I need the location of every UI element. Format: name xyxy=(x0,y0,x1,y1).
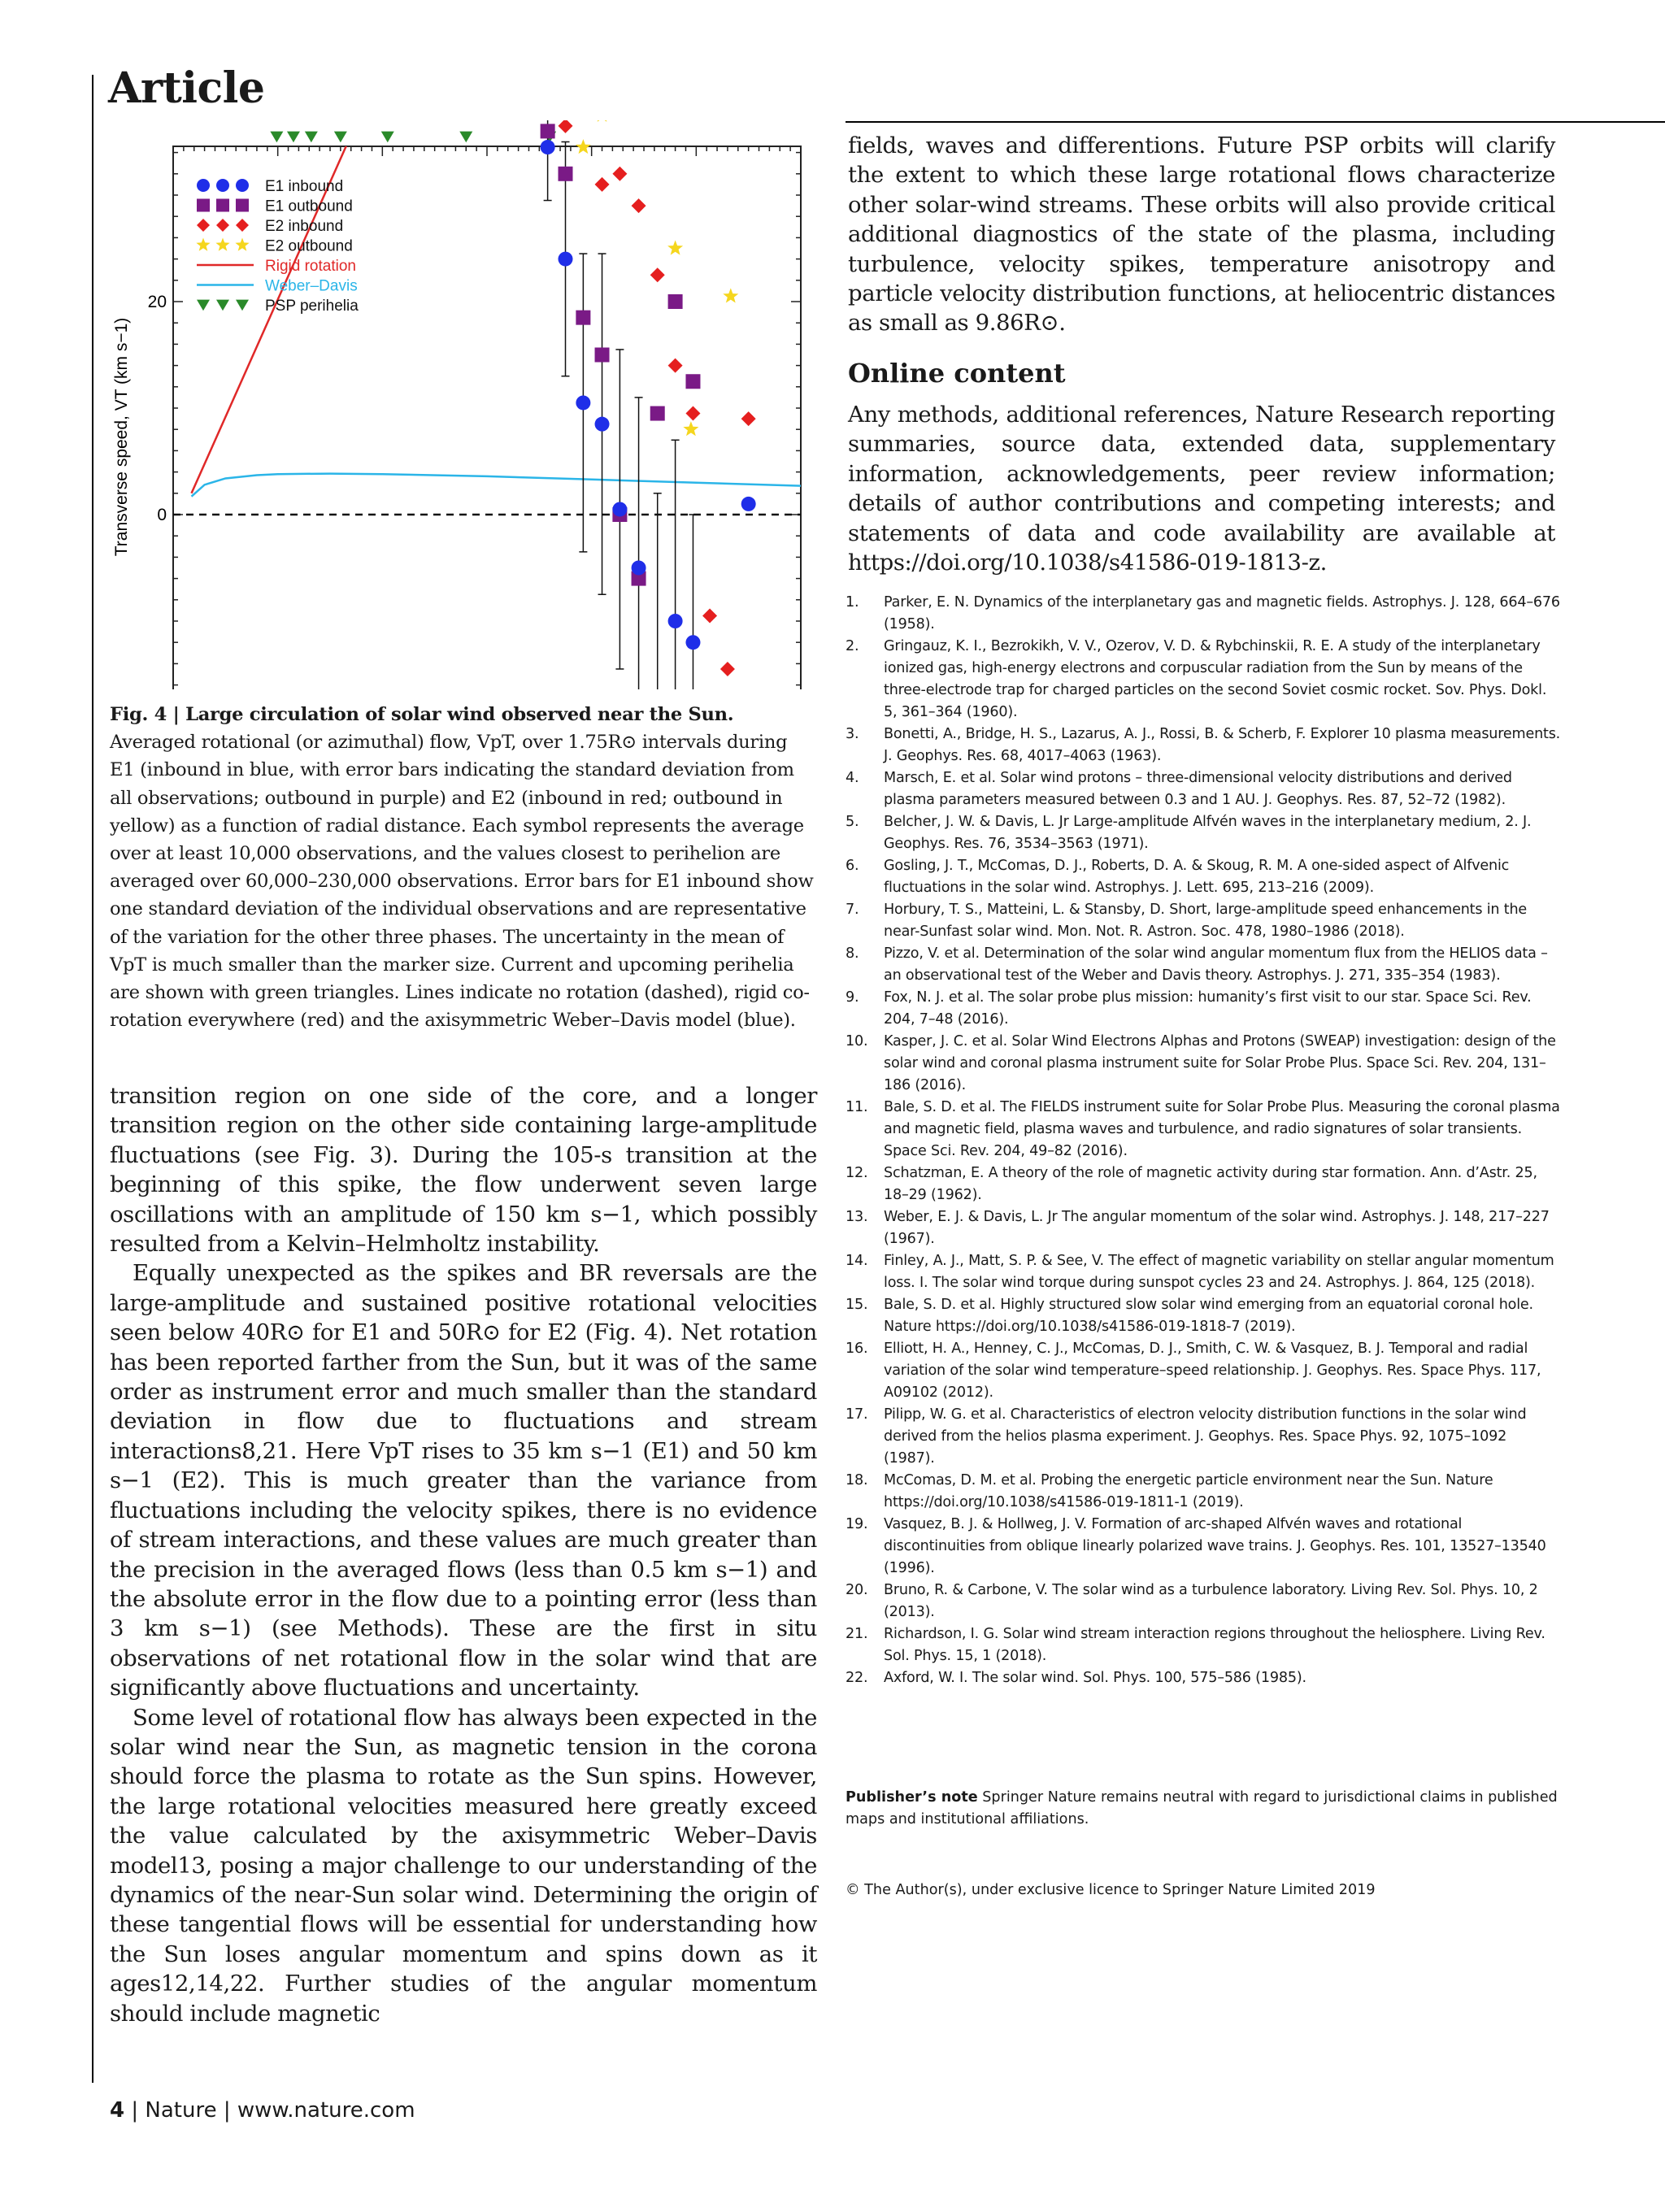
reference-text: Horbury, T. S., Matteini, L. & Stansby, D. Short, large-amplitude speed enhancements in the near-Sunfast solar wind. Mon. Not. R. Astron. Soc. 478, 1980–1986 (2018). xyxy=(884,902,1528,940)
body-text-left xyxy=(110,1081,817,2028)
reference-text: McComas, D. M. et al. Probing the energetic particle environment near the Sun. Nature https://doi.org/10.1038/s41586-019-1811-1 (2019). xyxy=(884,1472,1493,1510)
reference-text: Marsch, E. et al. Solar wind protons – three-dimensional velocity distributions and derived plasma parameters measured between 0.3 and 1 AU. J. Geophys. Res. 87, 52–72 (1982). xyxy=(884,770,1512,808)
point-circle xyxy=(236,179,249,192)
point-circle xyxy=(632,561,646,576)
reference-text: Belcher, J. W. & Davis, L. Jr Large-amplitude Alfvén waves in the interplanetary medium, 2. J. Geophys. Res. 76, 3534–3563 (1971). xyxy=(884,814,1532,852)
point-diamond xyxy=(632,198,646,213)
reference-item xyxy=(846,1623,1561,1667)
reference-text: Elliott, H. A., Henney, C. J., McComas, D. J., Smith, C. W. & Vasquez, B. J. Temporal and radial variation of the solar wind temperature–speed relationship. J. Geophys. Res. Space Phys. 117, A09102 (2012). xyxy=(884,1341,1541,1401)
reference-text: Gringauz, K. I., Bezrokikh, V. V., Ozerov, V. D. & Rybchinskii, R. E. A study of the interplanetary ionized gas, high-energy electrons and corpuscular radiation from the Sun by means of the three-electrode trap for charged particles on the second Soviet cosmic rocket. Sov. Phys. Dokl. 5, 361–364 (1960). xyxy=(884,638,1547,720)
reference-item xyxy=(846,592,1561,636)
journal-url: www.nature.com xyxy=(237,2098,415,2123)
online-content-heading: Online content xyxy=(848,358,1066,389)
legend-label: E2 inbound xyxy=(265,218,344,235)
point-diamond xyxy=(668,359,683,373)
reference-text: Axford, W. I. The solar wind. Sol. Phys. 100, 575–586 (1985). xyxy=(884,1670,1306,1686)
perihelion-triangle xyxy=(334,132,347,143)
reference-item xyxy=(846,1031,1561,1097)
publishers-note-label: Publisher’s note xyxy=(846,1789,978,1806)
footer-separator: | xyxy=(131,2098,139,2123)
point-star xyxy=(576,139,591,154)
paragraph: Equally unexpected as the spikes and BR reversals are the large-amplitude and sustained positive rotational velocities seen below 40R⊙ for E1 and 50R⊙ for E2 (Fig. 4). Net rotation has been reported farther from the Sun, but it was of the same order as instrument error and much smaller than the standard deviation in flow due to fluctuations and stream interactions8,21. Here VpT rises to 35 km s−1 (E1) and 50 km s−1 (E2). This is much greater than the variance from fluctuations including the velocity spikes, there is no evidence of stream interactions, and these values are much greater than the precision in the averaged flows (less than 0.5 km s−1) and the absolute error in the flow due to a pointing error (less than 3 km s−1) (see Methods). These are the first in situ observations of net rotational flow in the solar wind that are significantly above fluctuations and uncertainty. xyxy=(110,1260,817,1701)
point-star xyxy=(723,288,738,302)
perihelion-triangle xyxy=(459,132,472,143)
y-tick-label: 20 xyxy=(147,293,167,311)
point-diamond xyxy=(741,411,756,426)
legend-item xyxy=(197,298,359,315)
point-diamond xyxy=(216,219,229,232)
perihelion-triangle xyxy=(287,132,300,143)
perihelion-triangle xyxy=(305,132,318,143)
reference-number: 1. xyxy=(846,594,859,611)
reference-text: Bale, S. D. et al. Highly structured slow solar wind emerging from an equatorial coronal hole. Nature https://doi.org/10.1038/s41586-019-1818-7 (2019). xyxy=(884,1297,1533,1335)
point-circle xyxy=(612,502,627,516)
reference-number: 6. xyxy=(846,858,859,874)
publishers-note-text: Springer Nature remains neutral with regard to jurisdictional claims in published maps and institutional affiliations. xyxy=(846,1789,1558,1827)
reference-text: Bruno, R. & Carbone, V. The solar wind as a turbulence laboratory. Living Rev. Sol. Phys. 10, 2 (2013). xyxy=(884,1582,1538,1620)
reference-item xyxy=(846,1470,1561,1514)
caption-text: Averaged rotational (or azimuthal) flow, VpT, over 1.75R⊙ intervals during E1 (inbound in blue, with error bars indicating the standard deviation from all observations; outbound in purple) and E2 (inbound in red; outbound in yellow) as a function of radial distance. Each symbol represents the average over at least 10,000 observations, and the values closest to perihelion are averaged over 60,000–230,000 observations. Error bars for E1 inbound show one standard deviation of the individual observations and are representative of the variation for the other three phases. The uncertainty in the mean of VpT is much smaller than the marker size. Current and upcoming perihelia are shown with green triangles. Lines indicate no rotation (dashed), rigid co-rotation everywhere (red) and the axisymmetric Weber–Davis model (blue). xyxy=(110,732,814,1032)
page-footer xyxy=(110,2098,415,2123)
reference-number: 14. xyxy=(846,1253,868,1269)
point-square xyxy=(595,348,610,363)
reference-text: Bale, S. D. et al. The FIELDS instrument suite for Solar Probe Plus. Measuring the coronal plasma and magnetic field, plasma waves and turbulence, and radio signatures of solar transients. Space Sci. Rev. 204, 49–82 (2016). xyxy=(884,1099,1560,1159)
reference-number: 18. xyxy=(846,1472,868,1488)
caption-label: Fig. 4 | Large circulation of solar wind observed near the Sun. xyxy=(110,704,734,725)
reference-number: 8. xyxy=(846,945,859,962)
reference-text: Pilipp, W. G. et al. Characteristics of electron velocity distribution functions in the solar wind derived from the helios plasma experiment. J. Geophys. Res. Space Phys. 92, 1075–1092 (1987). xyxy=(884,1406,1527,1467)
legend-item xyxy=(197,278,358,295)
reference-item xyxy=(846,811,1561,855)
reference-number: 7. xyxy=(846,902,859,918)
point-square xyxy=(236,199,249,212)
reference-item xyxy=(846,987,1561,1031)
point-diamond xyxy=(650,267,665,282)
reference-number: 17. xyxy=(846,1406,868,1423)
reference-item xyxy=(846,1338,1561,1404)
reference-item xyxy=(846,767,1561,811)
point-diamond xyxy=(702,608,717,623)
reference-text: Schatzman, E. A theory of the role of magnetic activity during star formation. Ann. d’Astr. 25, 18–29 (1962). xyxy=(884,1165,1537,1203)
article-label: Article xyxy=(108,63,265,113)
point-diamond xyxy=(197,219,210,232)
reference-number: 9. xyxy=(846,989,859,1006)
reference-number: 3. xyxy=(846,726,859,742)
chart-legend xyxy=(196,178,359,315)
point-circle xyxy=(741,497,756,511)
reference-number: 21. xyxy=(846,1626,868,1642)
reference-number: 20. xyxy=(846,1582,868,1598)
reference-number: 12. xyxy=(846,1165,868,1181)
footer-separator: | xyxy=(223,2098,231,2123)
point-diamond xyxy=(720,662,735,676)
body-text-right xyxy=(848,131,1555,338)
online-content-text xyxy=(848,400,1555,577)
legend-label: E1 outbound xyxy=(265,198,353,215)
left-margin-rule xyxy=(92,75,93,2083)
point-circle xyxy=(216,179,229,192)
reference-item xyxy=(846,636,1561,724)
legend-item xyxy=(197,178,343,195)
perihelion-triangle xyxy=(216,300,229,311)
reference-text: Fox, N. J. et al. The solar probe plus mission: humanity’s first visit to our star. Space Sci. Rev. 204, 7–48 (2016). xyxy=(884,989,1532,1028)
point-star xyxy=(235,238,249,251)
reference-number: 2. xyxy=(846,638,859,654)
reference-item xyxy=(846,1097,1561,1162)
reference-item xyxy=(846,1294,1561,1338)
reference-number: 19. xyxy=(846,1516,868,1532)
legend-label: PSP perihelia xyxy=(265,298,359,315)
point-diamond xyxy=(236,219,249,232)
perihelia-markers xyxy=(270,132,556,143)
point-circle xyxy=(541,140,555,154)
reference-text: Bonetti, A., Bridge, H. S., Lazarus, A. J., Rossi, B. & Scherb, F. Explorer 10 plasma measurements. J. Geophys. Res. 68, 4017–4063 (1963). xyxy=(884,726,1561,764)
reference-item xyxy=(846,1250,1561,1294)
point-square xyxy=(685,374,700,389)
reference-text: Weber, E. J. & Davis, L. Jr The angular momentum of the solar wind. Astrophys. J. 148, 217–227 (1967). xyxy=(884,1209,1550,1247)
reference-number: 13. xyxy=(846,1209,868,1225)
reference-text: Parker, E. N. Dynamics of the interplanetary gas and magnetic fields. Astrophys. J. 128, 664–676 (1958). xyxy=(884,594,1560,632)
reference-number: 16. xyxy=(846,1341,868,1357)
point-square xyxy=(668,294,683,309)
legend-label: Rigid rotation xyxy=(265,258,356,275)
legend-item xyxy=(196,238,352,255)
point-square xyxy=(216,199,229,212)
reference-item xyxy=(846,1206,1561,1250)
reference-text: Pizzo, V. et al. Determination of the solar wind angular momentum flux from the HELIOS data – an observational test of the Weber and Davis theory. Astrophys. J. 271, 335–354 (1983). xyxy=(884,945,1548,984)
reference-item xyxy=(846,943,1561,987)
reference-text: Finley, A. J., Matt, S. P. & See, V. The effect of magnetic variability on stellar angular momentum loss. I. The solar wind torque during sunspot cycles 23 and 24. Astrophys. J. 864, 125 (2018). xyxy=(884,1253,1554,1291)
reference-text: Gosling, J. T., McComas, D. J., Roberts, D. A. & Skoug, R. M. A one-sided aspect of Alfvenic fluctuations in the solar wind. Astrophys. J. Lett. 695, 213–216 (2009). xyxy=(884,858,1510,896)
reference-item xyxy=(846,1162,1561,1206)
reference-item xyxy=(846,1667,1561,1689)
point-square xyxy=(541,124,555,138)
point-circle xyxy=(197,179,210,192)
point-square xyxy=(650,406,665,421)
data-points xyxy=(540,120,756,689)
figure-4-chart xyxy=(104,120,819,689)
legend-item xyxy=(197,198,353,215)
perihelion-triangle xyxy=(270,132,283,143)
reference-list xyxy=(846,592,1561,1689)
copyright-notice: © The Author(s), under exclusive licence to Springer Nature Limited 2019 xyxy=(846,1882,1376,1898)
reference-item xyxy=(846,1514,1561,1580)
paragraph: Any methods, additional references, Nature Research reporting summaries, source data, extended data, supplementary information, acknowledgements, peer review information; details of author contributions and competing interests; and statements of data and code availability are available at https://doi.org/10.1038/s41586-019-1813-z. xyxy=(848,402,1555,576)
reference-number: 4. xyxy=(846,770,859,786)
reference-number: 15. xyxy=(846,1297,868,1313)
reference-item xyxy=(846,855,1561,899)
point-circle xyxy=(668,614,683,628)
legend-label: E1 inbound xyxy=(265,178,344,195)
point-star xyxy=(215,238,229,251)
point-star xyxy=(683,421,698,436)
page-number: 4 xyxy=(110,2098,125,2123)
reference-number: 11. xyxy=(846,1099,868,1115)
point-circle xyxy=(595,417,610,432)
point-star xyxy=(196,238,210,251)
point-star xyxy=(594,120,610,122)
perihelion-triangle xyxy=(197,300,210,311)
y-axis-label: Transverse speed, VT (km s−1) xyxy=(112,317,131,557)
legend-label: Weber–Davis xyxy=(265,277,358,295)
paragraph: fields, waves and differentions. Future PSP orbits will clarify the extent to which these large rotational flows characterize other solar-wind streams. These orbits will also provide critical additional diagnostics of the state of the plasma, including turbulence, velocity spikes, temperature anisotropy and particle velocity distribution functions, at heliocentric distances as small as 9.86R⊙. xyxy=(848,133,1555,337)
reference-number: 10. xyxy=(846,1033,868,1050)
reference-item xyxy=(846,724,1561,767)
weber-davis-line xyxy=(192,474,801,497)
legend-item xyxy=(197,258,356,275)
reference-text: Kasper, J. C. et al. Solar Wind Electrons Alphas and Protons (SWEAP) investigation: design of the solar wind and coronal plasma instrument suite for Solar Probe Plus. Space Sci. Rev. 204, 131–186 (2016). xyxy=(884,1033,1556,1093)
point-square xyxy=(197,199,210,212)
reference-number: 5. xyxy=(846,814,859,830)
point-diamond xyxy=(559,120,573,133)
paragraph: Some level of rotational flow has always been expected in the solar wind near the Sun, as magnetic tension in the corona should force the plasma to rotate as the Sun spins. However, the large rotational velocities measured here greatly exceed the value calculated by the axisymmetric Weber–Davis model13, posing a major challenge to our understanding of the dynamics of the near-Sun solar wind. Determining the origin of these tangential flows will be essential for understanding how the Sun loses angular momentum and spins down as it ages12,14,22. Further studies of the angular momentum should include magnetic xyxy=(110,1704,817,2027)
legend-item xyxy=(197,218,343,235)
point-diamond xyxy=(685,406,700,421)
reference-number: 22. xyxy=(846,1670,868,1686)
reference-text: Vasquez, B. J. & Hollweg, J. V. Formation of arc-shaped Alfvén waves and rotational discontinuities from oblique linearly polarized wave trains. J. Geophys. Res. 101, 13527–13540 (1996). xyxy=(884,1516,1546,1576)
right-column-top-rule xyxy=(846,121,1665,123)
perihelion-triangle xyxy=(381,132,394,143)
figure-caption xyxy=(110,701,817,1034)
reference-item xyxy=(846,1404,1561,1470)
point-diamond xyxy=(595,177,610,192)
perihelion-triangle xyxy=(236,300,249,311)
point-diamond xyxy=(612,167,627,181)
point-circle xyxy=(685,635,700,650)
point-square xyxy=(576,311,590,325)
y-tick-label: 0 xyxy=(157,506,167,524)
journal-name: Nature xyxy=(145,2098,217,2123)
paragraph: transition region on one side of the core, and a longer transition region on the other side containing large-amplitude fluctuations (see Fig. 3). During the 105-s transition at the beginning of this spike, the flow underwent seven large oscillations with an amplitude of 150 km s−1, which possibly resulted from a Kelvin–Helmholtz instability. xyxy=(110,1083,817,1258)
point-circle xyxy=(576,395,590,410)
point-star xyxy=(667,241,683,255)
publishers-note xyxy=(846,1787,1561,1831)
point-square xyxy=(559,167,573,181)
reference-text: Richardson, I. G. Solar wind stream interaction regions throughout the heliosphere. Living Rev. Sol. Phys. 15, 1 (2018). xyxy=(884,1626,1545,1664)
reference-item xyxy=(846,1580,1561,1623)
reference-item xyxy=(846,899,1561,943)
legend-label: E2 outbound xyxy=(265,237,353,255)
point-circle xyxy=(559,252,573,267)
